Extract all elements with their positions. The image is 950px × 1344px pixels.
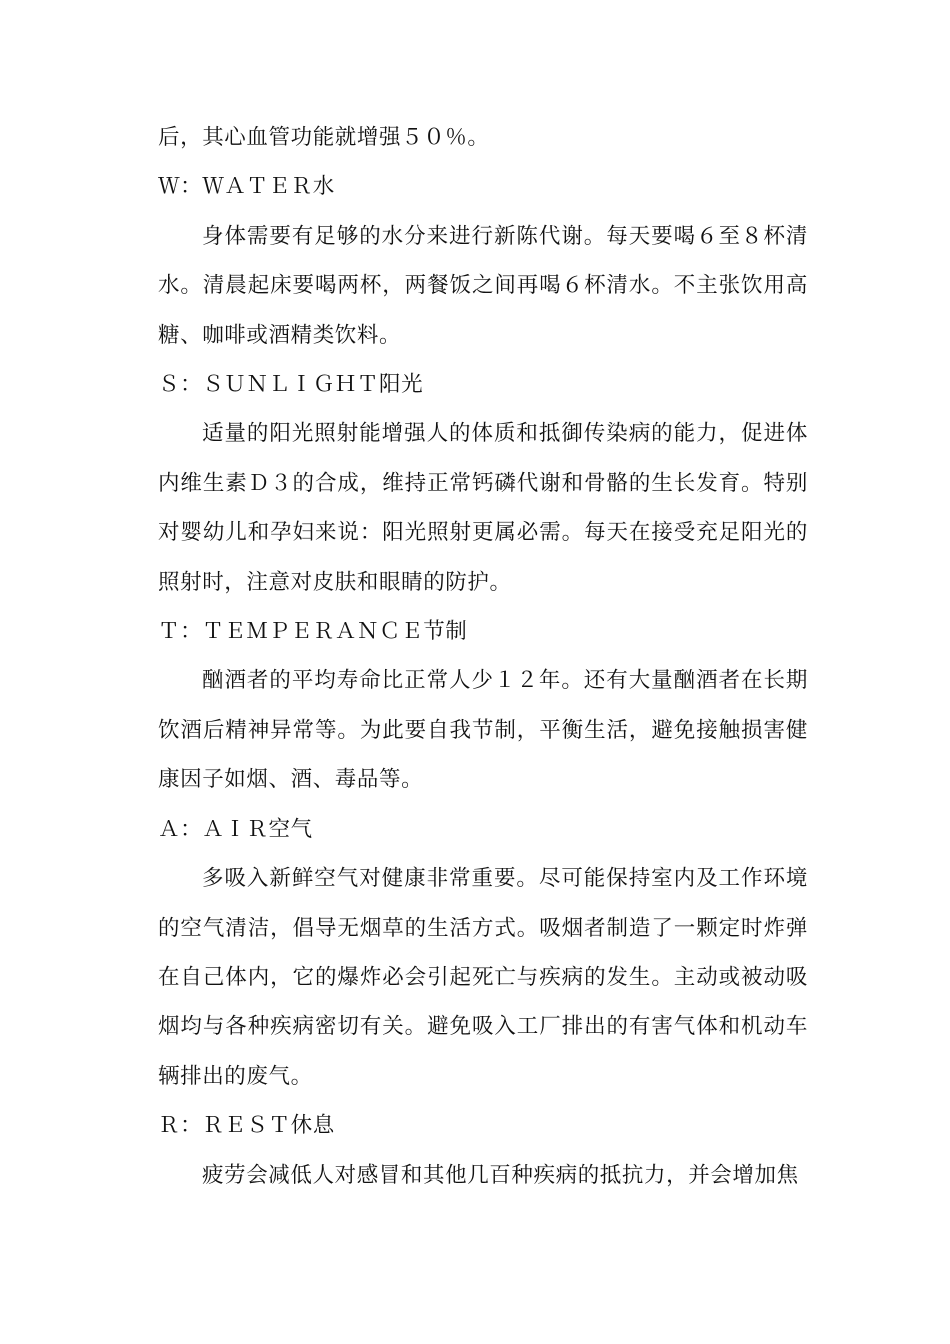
section-heading-sunlight: Ｓ：ＳＵＮＬＩＧＨＴ阳光 — [158, 372, 424, 398]
paragraph-temperance: 酗酒者的平均寿命比正常人少１２年。还有大量酗酒者在长期饮酒后精神异常等。为此要自我节制，平衡生活，避免接触损害健康因子如烟、酒、毒品等。 — [158, 668, 808, 793]
document-body — [158, 113, 808, 1200]
paragraph-rest: 疲劳会减低人对感冒和其他几百种疾病的抵抗力，并会增加焦 — [202, 1162, 799, 1188]
section-heading-temperance: Ｔ：ＴＥＭＰＥＲＡＮＣＥ节制 — [158, 619, 468, 645]
paragraph-water: 身体需要有足够的水分来进行新陈代谢。每天要喝６至８杯清水。清晨起床要喝两杯，两餐饭之间再喝６杯清水。不主张饮用高糖、咖啡或酒精类饮料。 — [158, 223, 808, 348]
continuation-text: 后，其心血管功能就增强５０％。 — [158, 125, 490, 150]
section-heading-water: Ｗ：ＷＡＴＥＲ水 — [158, 174, 335, 200]
section-heading-rest: Ｒ：ＲＥＳＴ休息 — [158, 1113, 335, 1139]
paragraph-sunlight: 适量的阳光照射能增强人的体质和抵御传染病的能力，促进体内维生素Ｄ３的合成，维持正常钙磷代谢和骨骼的生长发育。特别对婴幼儿和孕妇来说：阳光照射更属必需。每天在接受充足阳光的照射时，注意对皮肤和眼睛的防护。 — [158, 421, 808, 595]
section-heading-air: Ａ：ＡＩＲ空气 — [158, 816, 313, 842]
paragraph-air: 多吸入新鲜空气对健康非常重要。尽可能保持室内及工作环境的空气清洁，倡导无烟草的生活方式。吸烟者制造了一颗定时炸弹在自己体内，它的爆炸必会引起死亡与疾病的发生。主动或被动吸烟均与各种疾病密切有关。避免吸入工厂排出的有害气体和机动车辆排出的废气。 — [158, 866, 808, 1089]
